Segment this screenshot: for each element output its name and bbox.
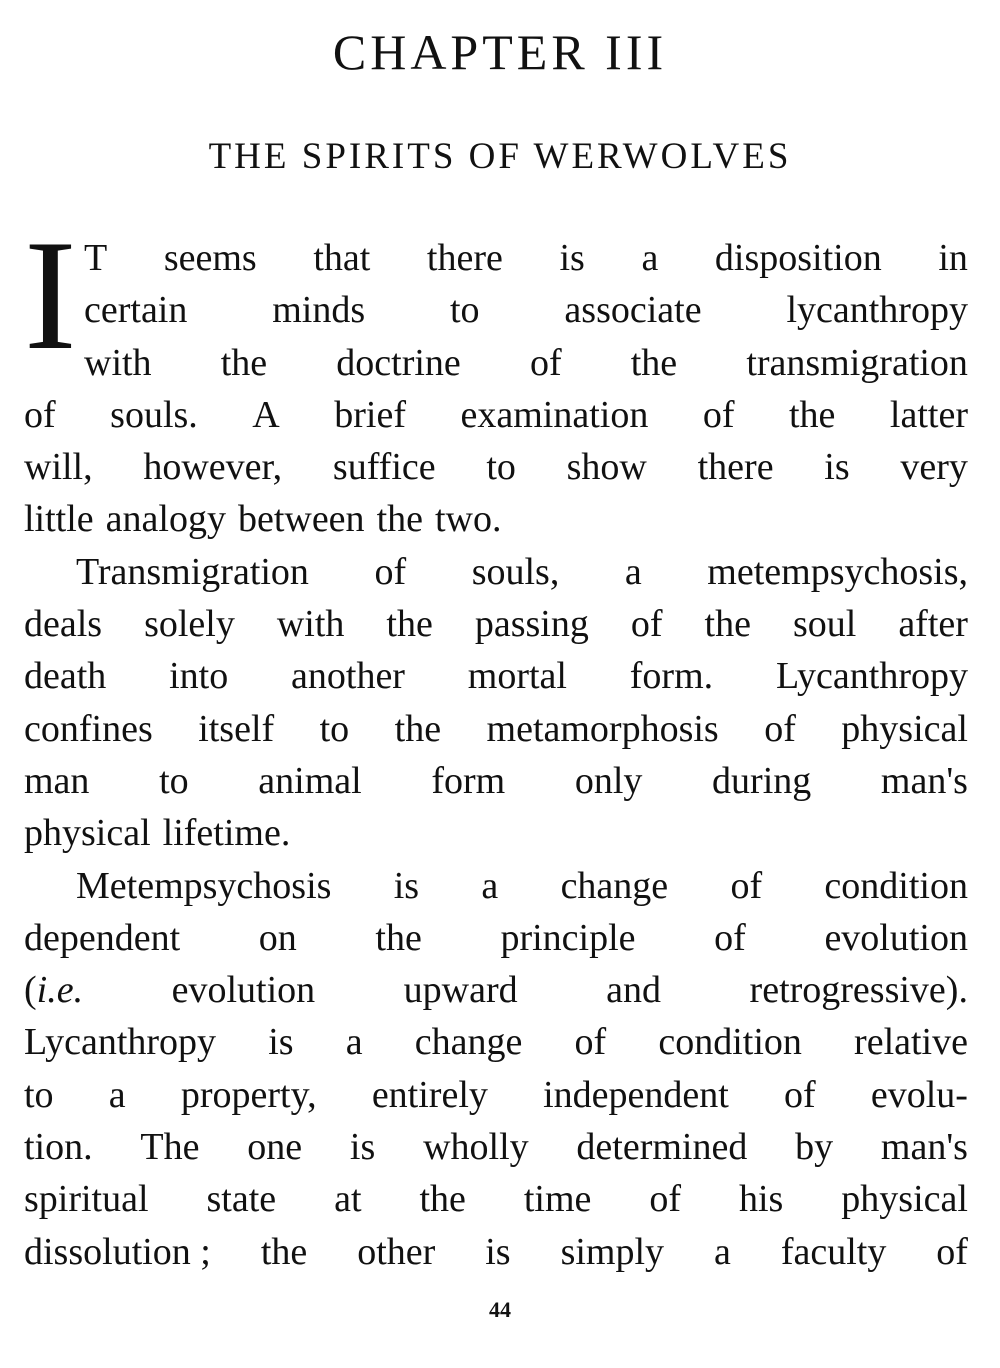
- word: doctrine: [336, 341, 461, 384]
- word: of: [649, 1178, 682, 1221]
- word: simply: [560, 1230, 665, 1273]
- word: will,: [24, 446, 93, 489]
- word: time: [523, 1178, 592, 1221]
- chapter-heading: CHAPTER III: [332, 24, 668, 80]
- word: very: [900, 446, 968, 489]
- word: form: [431, 759, 506, 802]
- word: tion.: [24, 1126, 93, 1169]
- word: his: [738, 1178, 784, 1221]
- word: show: [566, 446, 647, 489]
- text-line: [24, 232, 968, 284]
- word: only: [574, 759, 643, 802]
- word: evolution: [824, 916, 968, 959]
- word: souls.: [110, 393, 198, 436]
- word: man's: [880, 759, 968, 802]
- word: into: [169, 655, 229, 698]
- word: Lycanthropy: [24, 1021, 217, 1064]
- word: a: [624, 550, 642, 593]
- word: to: [486, 446, 516, 489]
- word: to: [24, 1073, 54, 1116]
- text-line: [24, 493, 968, 545]
- text-line: [24, 1016, 968, 1068]
- word: A: [252, 393, 280, 436]
- word: the: [386, 603, 433, 646]
- word: of: [630, 603, 663, 646]
- word: determined: [576, 1126, 748, 1169]
- text-line: [24, 650, 968, 702]
- word: deals: [24, 603, 103, 646]
- word: The: [140, 1126, 200, 1169]
- word: a: [481, 864, 499, 907]
- word: soul: [792, 603, 857, 646]
- word: certain: [84, 289, 188, 332]
- text-line: [24, 703, 968, 755]
- word: is: [393, 864, 420, 907]
- word: lycanthropy: [786, 289, 968, 332]
- page-number: 44: [489, 1297, 511, 1322]
- word: physical: [841, 1178, 968, 1221]
- word: the: [704, 603, 751, 646]
- word: principle: [500, 916, 636, 959]
- word: there: [697, 446, 774, 489]
- word: the: [260, 1230, 308, 1273]
- text-line: [24, 389, 968, 441]
- word: of: [574, 1021, 607, 1064]
- word: solely: [144, 603, 235, 646]
- word: that: [313, 237, 371, 279]
- word: of: [714, 916, 746, 959]
- word: relative: [854, 1021, 968, 1064]
- word: on: [258, 916, 297, 959]
- word: of: [374, 550, 407, 593]
- word: however,: [143, 446, 283, 489]
- word: Transmigration: [76, 550, 309, 593]
- word: physical: [841, 707, 968, 750]
- word: change: [560, 864, 669, 907]
- word: by: [795, 1126, 834, 1169]
- text-line: [24, 337, 968, 389]
- text-line: [24, 546, 968, 598]
- word: to: [159, 759, 189, 802]
- word: examination: [460, 393, 649, 436]
- word: change: [414, 1021, 523, 1064]
- text-line: [24, 755, 968, 807]
- word: to: [319, 707, 350, 750]
- drop-cap: I: [24, 208, 77, 383]
- text-line: [24, 860, 968, 912]
- word: is: [824, 446, 850, 489]
- word: transmigration: [746, 341, 968, 384]
- word: of: [936, 1230, 968, 1273]
- word: at: [334, 1178, 362, 1221]
- word: between: [237, 498, 365, 541]
- word: disposition: [714, 237, 882, 279]
- word: wholly: [423, 1126, 529, 1169]
- word: is: [268, 1021, 294, 1064]
- word: retrogressive).: [749, 969, 968, 1012]
- word: is: [485, 1230, 511, 1273]
- word: the: [220, 341, 268, 384]
- word: souls,: [471, 550, 560, 593]
- word: evolu-: [870, 1073, 968, 1116]
- word: latter: [889, 393, 968, 436]
- word: of: [730, 864, 763, 907]
- word: during: [712, 759, 812, 802]
- word: condition: [658, 1021, 802, 1064]
- word: physical: [24, 812, 151, 855]
- word: faculty: [780, 1230, 887, 1273]
- word: seems: [163, 237, 257, 279]
- text-line: [24, 807, 968, 859]
- word: the: [419, 1178, 466, 1221]
- word: analogy: [105, 498, 226, 541]
- word: mortal: [467, 655, 567, 698]
- word: minds: [272, 289, 366, 332]
- word: state: [206, 1178, 277, 1221]
- word: the: [788, 393, 836, 436]
- word: with: [276, 603, 345, 646]
- word: another: [291, 655, 405, 698]
- word: two.: [435, 498, 502, 541]
- word: of: [702, 393, 735, 436]
- text-line: [24, 598, 968, 650]
- word: dissolution ;: [24, 1230, 211, 1273]
- word: metempsychosis,: [707, 550, 968, 593]
- word: metamorphosis: [486, 707, 719, 750]
- word: Lycanthropy: [775, 655, 968, 698]
- word: brief: [334, 393, 406, 436]
- word: little: [24, 498, 94, 541]
- word: the: [630, 341, 678, 384]
- word: spiritual: [24, 1178, 149, 1221]
- word: and: [606, 969, 662, 1012]
- word: form.: [629, 655, 714, 698]
- text-line: [24, 912, 968, 964]
- word: of: [784, 1073, 816, 1116]
- word: passing: [474, 603, 589, 646]
- word: with: [84, 341, 152, 384]
- word: evolution: [171, 969, 316, 1012]
- word: animal: [258, 759, 362, 802]
- word: dependent: [24, 916, 181, 959]
- word: the: [376, 498, 423, 541]
- word: the: [375, 916, 422, 959]
- word: (i.e.: [24, 969, 84, 1012]
- word: of: [764, 707, 796, 750]
- word: after: [898, 603, 968, 646]
- word: confines: [24, 707, 153, 750]
- word: suffice: [332, 446, 436, 489]
- text-line: [24, 1173, 968, 1225]
- word: a: [345, 1021, 363, 1064]
- word: Metempsychosis: [76, 864, 332, 907]
- word: a: [108, 1073, 126, 1116]
- word: condition: [824, 864, 968, 907]
- text-line: [24, 964, 968, 1016]
- text-line: [24, 1121, 968, 1173]
- word: other: [357, 1230, 436, 1273]
- word: is: [349, 1126, 376, 1169]
- word: independent: [543, 1073, 729, 1116]
- word: there: [426, 237, 503, 279]
- word: a: [713, 1230, 731, 1273]
- word: is: [559, 237, 585, 279]
- word: death: [24, 655, 107, 698]
- word: associate: [564, 289, 702, 332]
- word: entirely: [371, 1073, 488, 1116]
- word: of: [24, 393, 56, 436]
- word: lifetime.: [162, 812, 291, 855]
- word: the: [394, 707, 442, 750]
- word: to: [450, 289, 480, 332]
- word: itself: [198, 707, 275, 750]
- text-line: [24, 1226, 968, 1278]
- word: in: [938, 237, 968, 279]
- word: a: [641, 237, 659, 279]
- word: man's: [880, 1126, 968, 1169]
- word: upward: [403, 969, 518, 1012]
- text-line: [24, 1069, 968, 1121]
- word: one: [247, 1126, 303, 1169]
- body-text: [24, 232, 968, 1278]
- word: property,: [180, 1073, 317, 1116]
- chapter-title: THE SPIRITS OF WERWOLVES: [208, 136, 792, 177]
- word: man: [24, 759, 90, 802]
- word: T: [84, 237, 108, 279]
- text-line: [24, 284, 968, 336]
- word: of: [529, 341, 562, 384]
- text-line: [24, 441, 968, 493]
